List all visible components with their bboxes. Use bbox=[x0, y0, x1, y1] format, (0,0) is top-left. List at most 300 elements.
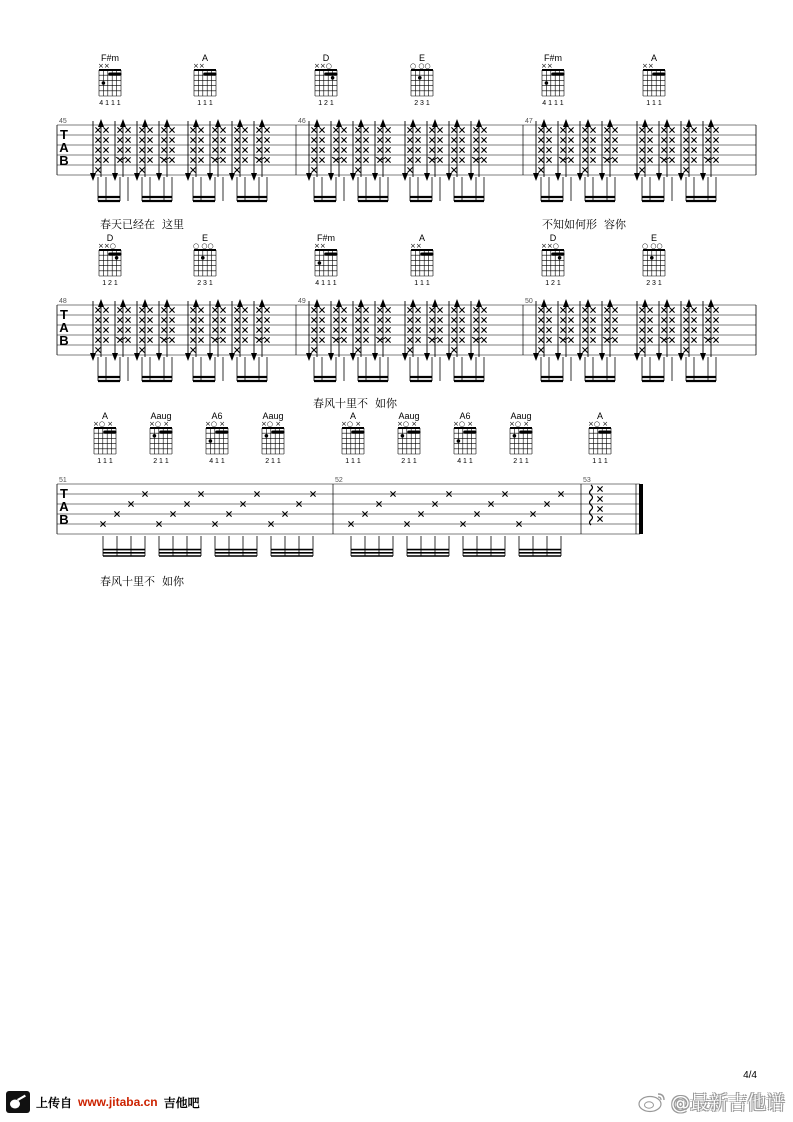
strum-note bbox=[705, 137, 710, 142]
strum-up-arrow bbox=[314, 299, 320, 307]
strum-note bbox=[713, 337, 718, 342]
strum-note bbox=[407, 307, 412, 312]
strum-up-arrow bbox=[432, 299, 438, 307]
strum-note bbox=[582, 157, 587, 162]
strum-note bbox=[147, 307, 152, 312]
strum-note bbox=[95, 347, 100, 352]
strum-note bbox=[161, 327, 166, 332]
strum-note bbox=[311, 147, 316, 152]
strum-down-arrow bbox=[656, 353, 662, 361]
chord-fingering: 1 2 1 bbox=[318, 100, 334, 107]
strum-note bbox=[538, 147, 543, 152]
strum-note bbox=[385, 157, 390, 162]
tab-clef-letter: B bbox=[59, 333, 69, 348]
strum-note bbox=[212, 327, 217, 332]
strum-note bbox=[103, 157, 108, 162]
chord-barre bbox=[215, 431, 228, 434]
strum-up-arrow bbox=[686, 299, 692, 307]
strum-up-arrow bbox=[120, 299, 126, 307]
strum-note bbox=[333, 127, 338, 132]
strum-down-arrow bbox=[634, 173, 640, 181]
chord-dot bbox=[457, 439, 461, 443]
chord-dot bbox=[201, 256, 205, 260]
strum-note bbox=[264, 307, 269, 312]
strum-down-arrow bbox=[468, 353, 474, 361]
strum-note bbox=[220, 307, 225, 312]
chord-fingering: 2 1 1 bbox=[513, 458, 529, 465]
strum-up-arrow bbox=[410, 299, 416, 307]
strum-down-arrow bbox=[134, 353, 140, 361]
chord-mute-marks: ○ ○○ bbox=[642, 242, 663, 250]
strum-note bbox=[355, 127, 360, 132]
strum-note bbox=[538, 347, 543, 352]
strum-note bbox=[117, 307, 122, 312]
strum-note bbox=[705, 307, 710, 312]
strum-note bbox=[459, 137, 464, 142]
strum-note bbox=[256, 147, 261, 152]
strum-note bbox=[117, 327, 122, 332]
chord-mute-marks: ○ ○○ bbox=[193, 242, 214, 250]
strum-note bbox=[407, 157, 412, 162]
site-link[interactable]: www.jitaba.cn bbox=[78, 1095, 158, 1109]
chord-name: Aaug bbox=[510, 411, 532, 421]
chord-dot bbox=[418, 76, 422, 80]
strum-note bbox=[538, 167, 543, 172]
strum-down-arrow bbox=[424, 173, 430, 181]
strum-note bbox=[647, 157, 652, 162]
strum-up-arrow bbox=[642, 299, 648, 307]
strum-note bbox=[103, 337, 108, 342]
strum-note bbox=[139, 157, 144, 162]
strum-note bbox=[264, 127, 269, 132]
strum-up-arrow bbox=[686, 119, 692, 127]
strum-note bbox=[713, 127, 718, 132]
strum-note bbox=[125, 337, 130, 342]
chord-barre bbox=[551, 253, 564, 256]
chord-fingering: 2 3 1 bbox=[197, 280, 213, 287]
strum-note bbox=[341, 157, 346, 162]
chord-name: A bbox=[101, 411, 109, 421]
strum-note bbox=[377, 137, 382, 142]
strum-note bbox=[234, 317, 239, 322]
strum-up-arrow bbox=[454, 299, 460, 307]
chord-barre bbox=[159, 431, 172, 434]
strum-down-arrow bbox=[402, 173, 408, 181]
strum-note bbox=[647, 327, 652, 332]
measure-number: 52 bbox=[335, 477, 343, 484]
strum-note bbox=[341, 317, 346, 322]
chord-name: E bbox=[650, 233, 658, 243]
strum-note bbox=[256, 337, 261, 342]
chord-fingering: 1 2 1 bbox=[545, 280, 561, 287]
strum-note bbox=[169, 307, 174, 312]
chord-barre bbox=[103, 431, 116, 434]
strum-note bbox=[212, 147, 217, 152]
strum-note bbox=[451, 127, 456, 132]
strum-down-arrow bbox=[328, 353, 334, 361]
strum-note bbox=[582, 307, 587, 312]
strum-note bbox=[459, 307, 464, 312]
strum-note bbox=[341, 137, 346, 142]
strum-note bbox=[355, 167, 360, 172]
strum-note bbox=[481, 317, 486, 322]
chord-dot bbox=[558, 256, 562, 260]
strum-down-arrow bbox=[251, 353, 257, 361]
weibo-watermark bbox=[637, 1088, 785, 1115]
chord-fingering: 2 3 1 bbox=[414, 100, 430, 107]
strum-note bbox=[234, 147, 239, 152]
strum-note bbox=[264, 317, 269, 322]
strum-note bbox=[355, 137, 360, 142]
chord-mute-marks: ×○ × bbox=[453, 420, 474, 428]
strum-down-arrow bbox=[328, 173, 334, 181]
chord-dot bbox=[115, 256, 119, 260]
strum-note bbox=[669, 137, 674, 142]
strum-note bbox=[691, 317, 696, 322]
strum-note bbox=[341, 327, 346, 332]
strum-note bbox=[590, 327, 595, 332]
strum-note bbox=[407, 137, 412, 142]
strum-up-arrow bbox=[237, 119, 243, 127]
strum-note bbox=[459, 337, 464, 342]
strum-note bbox=[669, 317, 674, 322]
strum-note bbox=[481, 327, 486, 332]
strum-note bbox=[147, 157, 152, 162]
strum-note bbox=[190, 327, 195, 332]
chord-fingering: 1 1 1 bbox=[97, 458, 113, 465]
chord-mute-marks: ××○ bbox=[314, 62, 332, 70]
strum-note bbox=[691, 127, 696, 132]
strum-note bbox=[125, 157, 130, 162]
strum-note bbox=[242, 307, 247, 312]
strum-note bbox=[639, 167, 644, 172]
strum-note bbox=[341, 147, 346, 152]
strum-note bbox=[169, 147, 174, 152]
strum-up-arrow bbox=[358, 299, 364, 307]
strum-up-arrow bbox=[664, 299, 670, 307]
chord-fingering: 1 1 1 bbox=[345, 458, 361, 465]
strum-note bbox=[242, 137, 247, 142]
strum-note bbox=[139, 307, 144, 312]
strum-up-arrow bbox=[193, 299, 199, 307]
strum-note bbox=[639, 347, 644, 352]
lyric-line: 春风十里不 如你 bbox=[100, 575, 184, 588]
strum-note bbox=[437, 317, 442, 322]
chord-mute-marks: ×× bbox=[98, 62, 110, 70]
strum-note bbox=[568, 337, 573, 342]
strum-note bbox=[377, 157, 382, 162]
strum-note bbox=[256, 327, 261, 332]
strum-note bbox=[473, 127, 478, 132]
strum-note bbox=[647, 127, 652, 132]
strum-down-arrow bbox=[678, 173, 684, 181]
chord-mute-marks: ×× bbox=[410, 242, 422, 250]
strum-note bbox=[451, 327, 456, 332]
strum-note bbox=[125, 147, 130, 152]
strum-note bbox=[333, 317, 338, 322]
chord-name: A bbox=[349, 411, 357, 421]
chord-dot bbox=[153, 434, 157, 438]
tab-clef-letter: A bbox=[59, 499, 69, 514]
strum-up-arrow bbox=[215, 299, 221, 307]
strum-note bbox=[429, 147, 434, 152]
chord-barre bbox=[551, 73, 564, 76]
strum-note bbox=[407, 147, 412, 152]
strum-note bbox=[147, 337, 152, 342]
strum-note bbox=[604, 157, 609, 162]
strum-note bbox=[691, 157, 696, 162]
strum-up-arrow bbox=[358, 119, 364, 127]
strum-note bbox=[190, 347, 195, 352]
strum-note bbox=[212, 137, 217, 142]
chord-mute-marks: ×○ × bbox=[261, 420, 282, 428]
strum-note bbox=[437, 127, 442, 132]
strum-note bbox=[437, 157, 442, 162]
strum-note bbox=[604, 337, 609, 342]
strum-note bbox=[355, 157, 360, 162]
strum-note bbox=[546, 327, 551, 332]
chord-barre bbox=[463, 431, 476, 434]
chord-mute-marks: ×× bbox=[314, 242, 326, 250]
chord-mute-marks: ××○ bbox=[541, 242, 559, 250]
strum-note bbox=[117, 157, 122, 162]
strum-note bbox=[639, 327, 644, 332]
strum-down-arrow bbox=[350, 173, 356, 181]
strum-note bbox=[198, 337, 203, 342]
chord-dot bbox=[318, 261, 322, 265]
strum-up-arrow bbox=[563, 119, 569, 127]
tab-clef-letter: A bbox=[59, 140, 69, 155]
strum-note bbox=[117, 337, 122, 342]
strum-note bbox=[212, 127, 217, 132]
chord-dot bbox=[209, 439, 213, 443]
strum-note bbox=[147, 317, 152, 322]
strum-note bbox=[385, 317, 390, 322]
strum-note bbox=[198, 127, 203, 132]
strum-note bbox=[429, 337, 434, 342]
tab-clef-letter: A bbox=[59, 320, 69, 335]
strum-note bbox=[538, 327, 543, 332]
strum-note bbox=[198, 147, 203, 152]
strum-note bbox=[612, 327, 617, 332]
weibo-icon bbox=[637, 1091, 667, 1113]
strum-up-arrow bbox=[585, 119, 591, 127]
strum-note bbox=[612, 147, 617, 152]
strum-note bbox=[429, 137, 434, 142]
strum-note bbox=[612, 157, 617, 162]
chord-name: A bbox=[596, 411, 604, 421]
strum-note bbox=[220, 157, 225, 162]
strum-down-arrow bbox=[424, 353, 430, 361]
strum-note bbox=[683, 337, 688, 342]
strum-note bbox=[242, 127, 247, 132]
strum-note bbox=[560, 127, 565, 132]
strum-up-arrow bbox=[380, 299, 386, 307]
strum-note bbox=[117, 147, 122, 152]
strum-note bbox=[363, 157, 368, 162]
strum-note bbox=[355, 307, 360, 312]
strum-note bbox=[355, 317, 360, 322]
strum-note bbox=[560, 327, 565, 332]
strum-note bbox=[95, 307, 100, 312]
strum-note bbox=[639, 137, 644, 142]
chord-mute-marks: ×× bbox=[193, 62, 205, 70]
strum-note bbox=[198, 307, 203, 312]
arpeggio-wavy-line bbox=[590, 485, 593, 525]
strum-note bbox=[481, 157, 486, 162]
tab-clef-letter: T bbox=[60, 486, 68, 501]
strum-note bbox=[363, 337, 368, 342]
strum-note bbox=[220, 317, 225, 322]
strum-up-arrow bbox=[642, 119, 648, 127]
strum-note bbox=[481, 127, 486, 132]
chord-mute-marks: ××○ bbox=[98, 242, 116, 250]
strum-note bbox=[139, 337, 144, 342]
strum-note bbox=[256, 317, 261, 322]
strum-note bbox=[546, 317, 551, 322]
strum-note bbox=[319, 147, 324, 152]
strum-note bbox=[669, 337, 674, 342]
strum-note bbox=[459, 157, 464, 162]
strum-note bbox=[705, 337, 710, 342]
strum-note bbox=[234, 137, 239, 142]
strum-note bbox=[661, 327, 666, 332]
strum-note bbox=[125, 137, 130, 142]
strum-up-arrow bbox=[541, 119, 547, 127]
strum-note bbox=[139, 347, 144, 352]
strum-note bbox=[377, 147, 382, 152]
strum-note bbox=[538, 127, 543, 132]
strum-up-arrow bbox=[708, 119, 714, 127]
strum-note bbox=[190, 337, 195, 342]
strum-note bbox=[161, 147, 166, 152]
strum-note bbox=[429, 127, 434, 132]
lyric-line: 不知如何形 容你 bbox=[542, 218, 626, 231]
strum-note bbox=[683, 147, 688, 152]
strum-note bbox=[139, 127, 144, 132]
strum-note bbox=[538, 157, 543, 162]
strum-note bbox=[139, 137, 144, 142]
chord-dot bbox=[650, 256, 654, 260]
strum-note bbox=[415, 307, 420, 312]
strum-note bbox=[319, 157, 324, 162]
strum-note bbox=[311, 157, 316, 162]
strum-note bbox=[103, 327, 108, 332]
strum-note bbox=[198, 157, 203, 162]
chord-dot bbox=[545, 81, 549, 85]
strum-down-arrow bbox=[678, 353, 684, 361]
chord-barre bbox=[407, 431, 420, 434]
strum-note bbox=[538, 337, 543, 342]
strum-note bbox=[683, 157, 688, 162]
strum-note bbox=[363, 317, 368, 322]
chord-mute-marks: ×○ × bbox=[341, 420, 362, 428]
strum-note bbox=[451, 337, 456, 342]
chord-mute-marks: ×○ × bbox=[509, 420, 530, 428]
chord-dot bbox=[102, 81, 106, 85]
strum-note bbox=[139, 167, 144, 172]
strum-note bbox=[568, 157, 573, 162]
strum-note bbox=[407, 127, 412, 132]
strum-note bbox=[256, 127, 261, 132]
strum-note bbox=[437, 147, 442, 152]
measure-number: 46 bbox=[298, 118, 306, 125]
strum-note bbox=[437, 327, 442, 332]
strum-note bbox=[691, 137, 696, 142]
strum-note bbox=[437, 137, 442, 142]
strum-note bbox=[639, 127, 644, 132]
strum-up-arrow bbox=[120, 119, 126, 127]
strum-down-arrow bbox=[634, 353, 640, 361]
strum-note bbox=[220, 137, 225, 142]
strum-note bbox=[473, 317, 478, 322]
strum-note bbox=[311, 137, 316, 142]
strum-note bbox=[451, 307, 456, 312]
strum-note bbox=[639, 337, 644, 342]
strum-note bbox=[117, 127, 122, 132]
strum-note bbox=[190, 167, 195, 172]
strum-note bbox=[333, 307, 338, 312]
strum-up-arrow bbox=[476, 119, 482, 127]
strum-note bbox=[683, 327, 688, 332]
strum-note bbox=[311, 347, 316, 352]
strum-note bbox=[481, 337, 486, 342]
strum-note bbox=[669, 127, 674, 132]
strum-note bbox=[713, 327, 718, 332]
strum-note bbox=[568, 147, 573, 152]
strum-note bbox=[311, 327, 316, 332]
chord-barre bbox=[652, 73, 665, 76]
strum-down-arrow bbox=[251, 173, 257, 181]
chord-mute-marks: ×× bbox=[541, 62, 553, 70]
chord-dot bbox=[265, 434, 269, 438]
strum-note bbox=[590, 157, 595, 162]
strum-down-arrow bbox=[555, 173, 561, 181]
strum-note bbox=[341, 127, 346, 132]
strum-up-arrow bbox=[664, 119, 670, 127]
strum-note bbox=[212, 307, 217, 312]
strum-note bbox=[333, 157, 338, 162]
strum-up-arrow bbox=[563, 299, 569, 307]
chord-mute-marks: ×○ × bbox=[205, 420, 226, 428]
strum-up-arrow bbox=[142, 299, 148, 307]
strum-note bbox=[385, 137, 390, 142]
strum-note bbox=[319, 317, 324, 322]
strum-note bbox=[429, 317, 434, 322]
chord-mute-marks: ×○ × bbox=[397, 420, 418, 428]
chord-barre bbox=[271, 431, 284, 434]
chord-fingering: 1 2 1 bbox=[102, 280, 118, 287]
strum-note bbox=[125, 317, 130, 322]
strum-down-arrow bbox=[90, 173, 96, 181]
strum-note bbox=[319, 327, 324, 332]
strum-note bbox=[713, 317, 718, 322]
strum-note bbox=[661, 157, 666, 162]
strum-note bbox=[582, 127, 587, 132]
strum-note bbox=[242, 147, 247, 152]
strum-note bbox=[582, 347, 587, 352]
footer-source bbox=[6, 1091, 200, 1113]
strum-note bbox=[242, 317, 247, 322]
strum-note bbox=[481, 307, 486, 312]
strum-up-arrow bbox=[708, 299, 714, 307]
chord-mute-marks: ○ ○○ bbox=[410, 62, 431, 70]
chord-barre bbox=[420, 253, 433, 256]
strum-note bbox=[705, 317, 710, 322]
strum-note bbox=[647, 307, 652, 312]
chord-fingering: 4 1 1 1 bbox=[99, 100, 121, 107]
strum-note bbox=[560, 337, 565, 342]
